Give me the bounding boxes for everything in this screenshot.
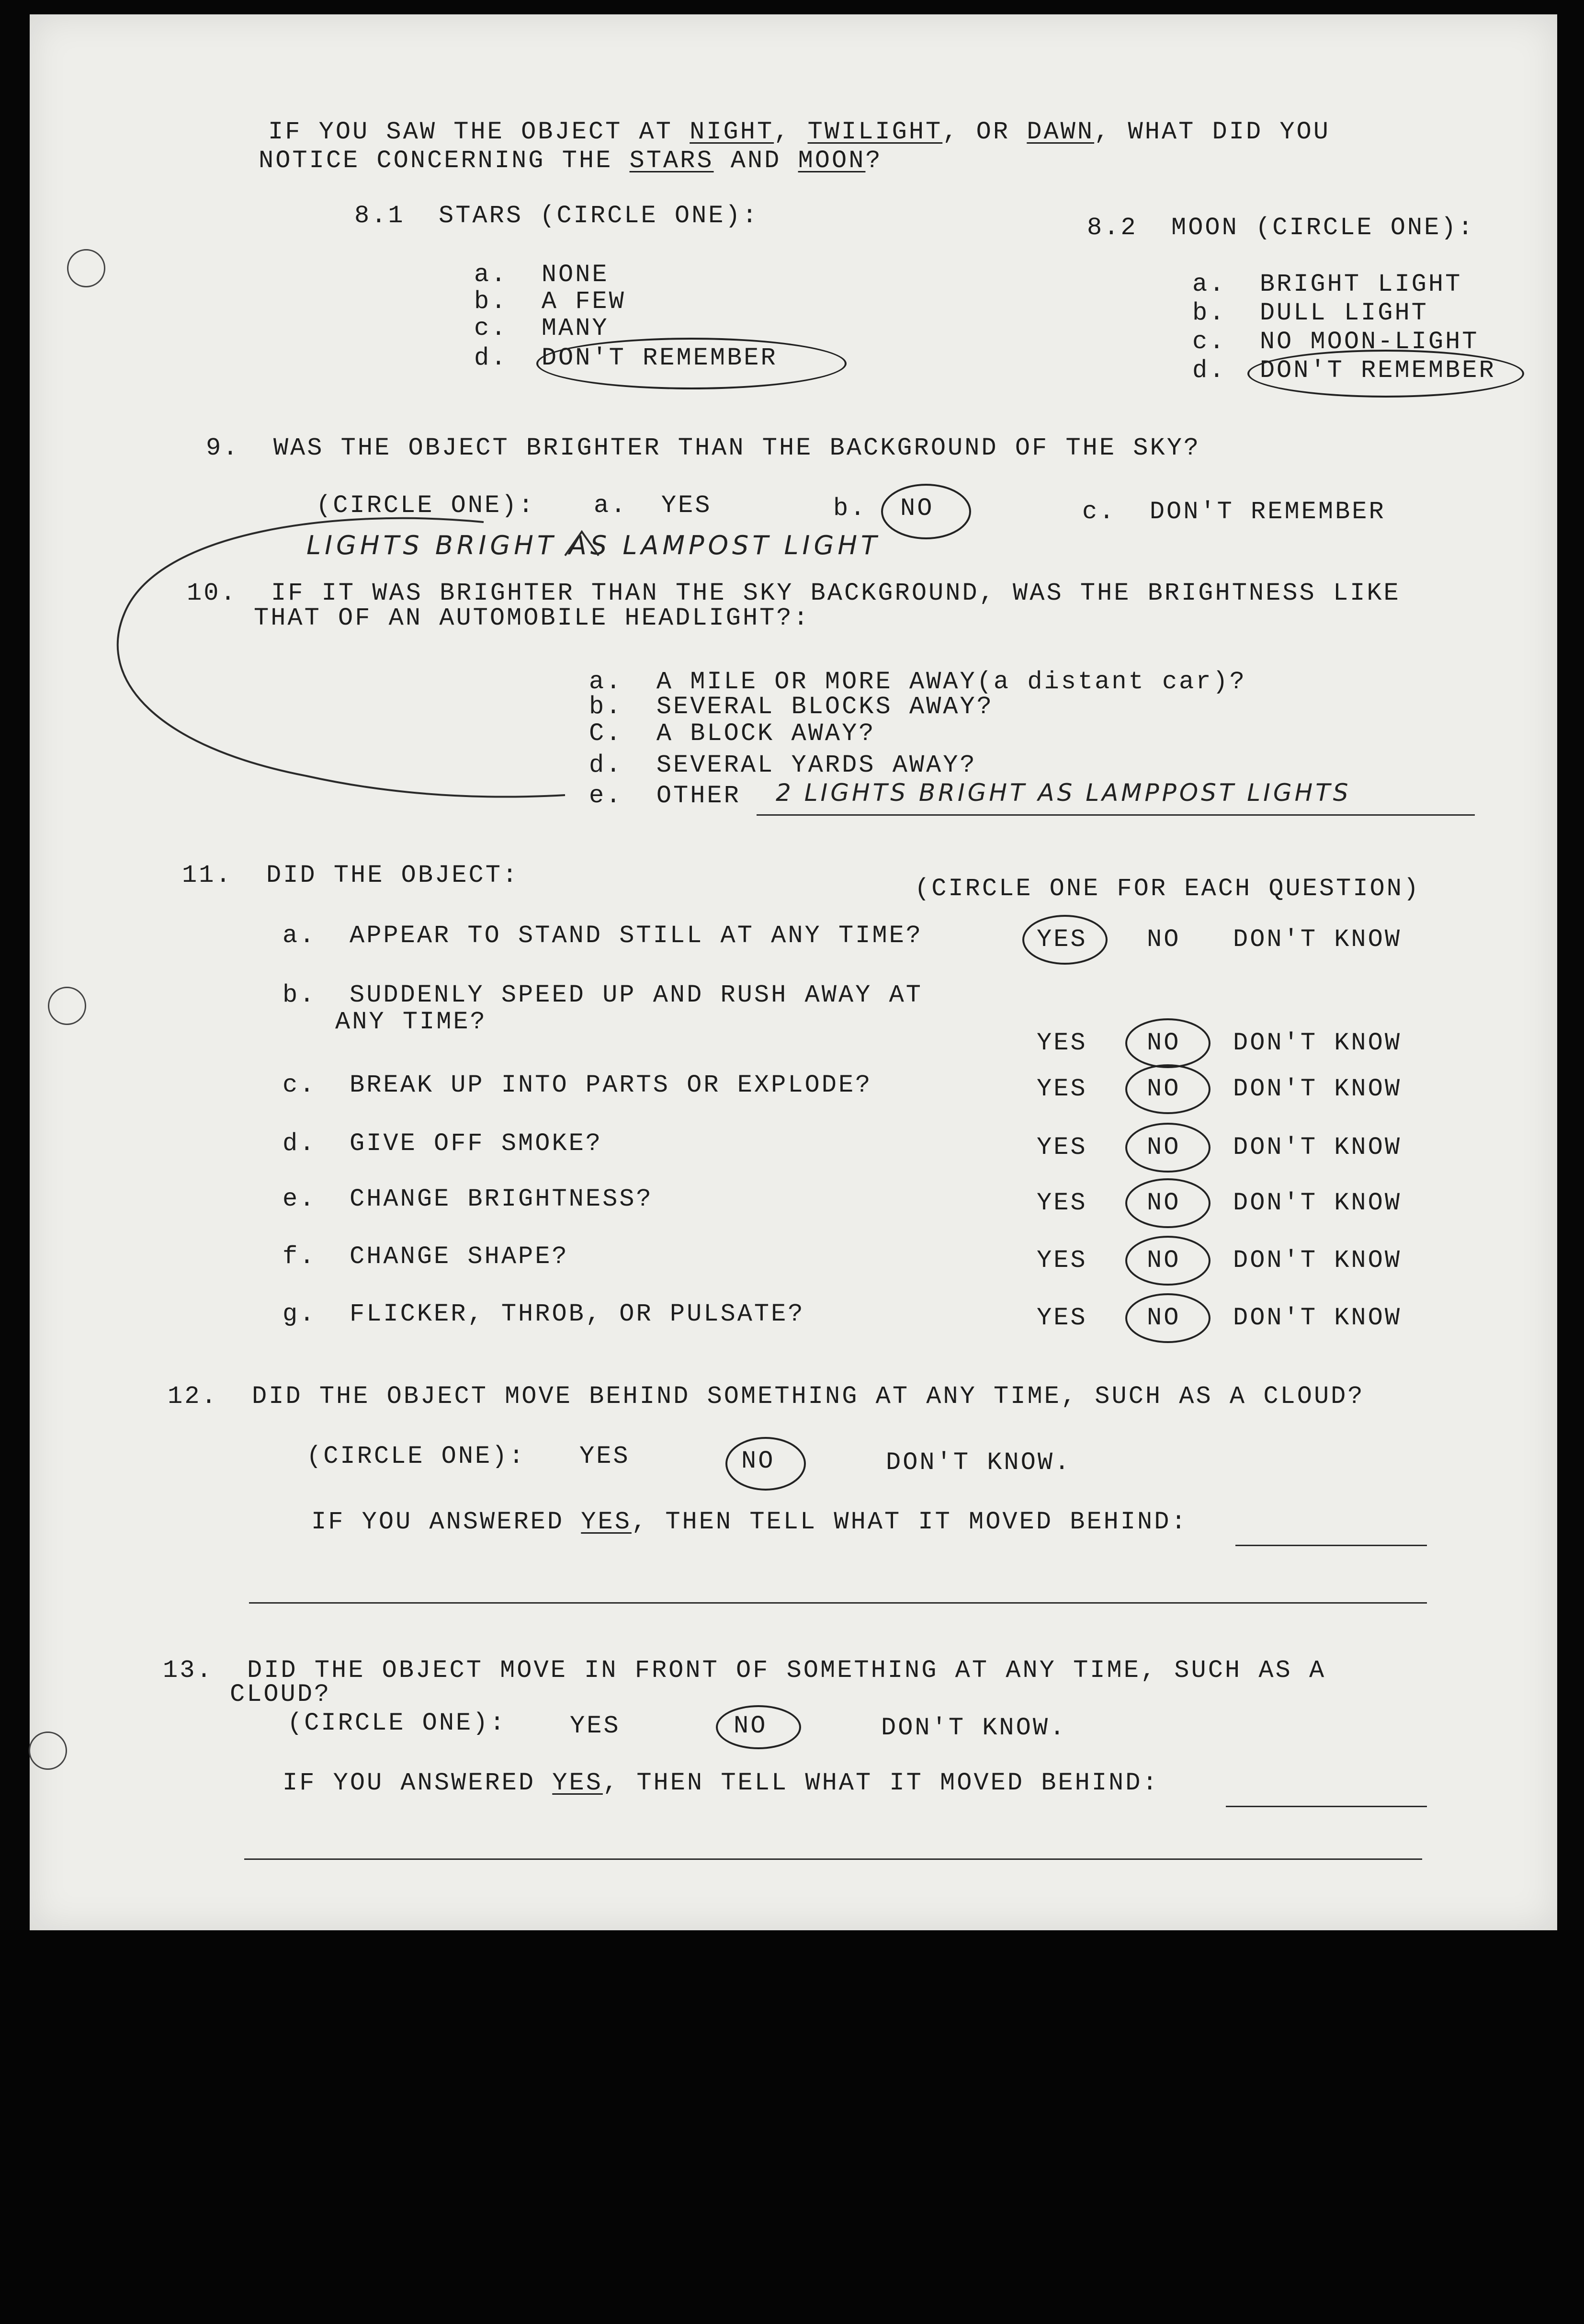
q9-question: 9. WAS THE OBJECT BRIGHTER THAN THE BACKGROUND OF THE SKY?: [206, 434, 1201, 462]
q11-item-e-text: CHANGE BRIGHTNESS?: [350, 1185, 653, 1213]
q10-option-d: d. SEVERAL YARDS AWAY?: [589, 751, 977, 779]
q10-bracket-stroke: [118, 518, 565, 797]
q11-item-d-text: GIVE OFF SMOKE?: [350, 1129, 603, 1158]
q8-sep2: , OR: [942, 118, 1027, 146]
q8-night: NIGHT: [690, 118, 774, 146]
q9-circle-one: (CIRCLE ONE):: [316, 491, 535, 520]
q11-item-e-dont-know: DON'T KNOW: [1233, 1189, 1402, 1217]
q11-item-f-yes: YES: [1037, 1246, 1087, 1275]
q8-moon-option-b: b. DULL LIGHT: [1192, 299, 1428, 327]
q10-option-b: b. SEVERAL BLOCKS AWAY?: [589, 693, 994, 721]
q11-item-a-yes: YES: [1037, 925, 1087, 954]
q12-dont-know: DON'T KNOW.: [886, 1448, 1072, 1477]
q11-item-f-text: CHANGE SHAPE?: [350, 1242, 569, 1271]
q8-stars-option-c: c. MANY: [474, 314, 609, 342]
q12-if-post: , THEN TELL WHAT IT MOVED BEHIND:: [631, 1508, 1188, 1536]
q8-stars-heading: 8.1 STARS (CIRCLE ONE):: [354, 202, 759, 230]
q13-if-pre: IF YOU ANSWERED: [283, 1769, 553, 1797]
q8-dawn: DAWN: [1027, 118, 1095, 146]
q13-if-yes: YES: [552, 1769, 603, 1797]
q11-item-b-dont-know: DON'T KNOW: [1233, 1029, 1402, 1057]
q8-moon-option-a: a. BRIGHT LIGHT: [1192, 270, 1462, 298]
q8-line1-pre: IF YOU SAW THE OBJECT AT: [268, 118, 690, 146]
q9-option-b-letter: b.: [833, 494, 867, 523]
q11-item-b-yes: YES: [1037, 1029, 1087, 1057]
q9-insert-caret: [565, 532, 599, 556]
q10-option-e-answer: 2 LIGHTS BRIGHT AS LAMPPOST LIGHTS: [776, 779, 1351, 807]
q11-item-a-letter: a.: [283, 922, 317, 950]
q11-item-c-dont-know: DON'T KNOW: [1233, 1075, 1402, 1103]
q10-option-a: a. A MILE OR MORE AWAY(a distant car)?: [589, 668, 1246, 696]
q11-item-c-yes: YES: [1037, 1075, 1087, 1103]
q11-item-c-letter: c.: [283, 1071, 317, 1099]
q8-stars-option-a: a. NONE: [474, 261, 609, 289]
q10-line1: 10. IF IT WAS BRIGHTER THAN THE SKY BACKGROUND, WAS THE BRIGHTNESS LIKE: [187, 579, 1401, 607]
q10-option-c: C. A BLOCK AWAY?: [589, 719, 876, 748]
q13-yes: YES: [570, 1712, 621, 1740]
q8-stars-word: STARS: [629, 147, 714, 175]
q11-item-f-no: NO: [1147, 1246, 1181, 1275]
q8-line2-post: ?: [865, 147, 883, 175]
q8-moon-option-d: d. DON'T REMEMBER: [1192, 356, 1496, 385]
q11-item-c-text: BREAK UP INTO PARTS OR EXPLODE?: [350, 1071, 872, 1099]
q8-line2-pre: NOTICE CONCERNING THE: [259, 147, 630, 175]
q8-moon-heading: 8.2 MOON (CIRCLE ONE):: [1087, 214, 1475, 242]
q11-item-g-text: FLICKER, THROB, OR PULSATE?: [350, 1300, 805, 1328]
q11-item-d-dont-know: DON'T KNOW: [1233, 1133, 1402, 1162]
q8-moon-word: MOON: [798, 147, 866, 175]
q11-item-c-no: NO: [1147, 1075, 1181, 1103]
q8-stars-option-d: d. DON'T REMEMBER: [474, 344, 778, 372]
q12-yes: YES: [579, 1442, 630, 1470]
q11-item-a-no: NO: [1147, 925, 1181, 954]
q9-option-b: NO: [900, 494, 934, 523]
q11-item-g-yes: YES: [1037, 1304, 1087, 1332]
q12-if-yes: YES: [581, 1508, 632, 1536]
q9-option-a: a. YES: [594, 491, 712, 520]
q13-question-line2: CLOUD?: [230, 1680, 331, 1709]
q11-item-g-no: NO: [1147, 1304, 1181, 1332]
q13-circle-one: (CIRCLE ONE):: [287, 1709, 507, 1737]
q11-item-e-no: NO: [1147, 1189, 1181, 1217]
q11-item-g-letter: g.: [283, 1300, 317, 1328]
q12-question: 12. DID THE OBJECT MOVE BEHIND SOMETHING AT ANY TIME, SUCH AS A CLOUD?: [168, 1382, 1365, 1411]
q13-no: NO: [734, 1712, 768, 1740]
q8-stars-option-b: b. A FEW: [474, 287, 626, 316]
q12-no: NO: [741, 1447, 775, 1475]
q13-dont-know: DON'T KNOW.: [881, 1714, 1067, 1742]
q8-twilight: TWILIGHT: [807, 118, 943, 146]
q12-circle-one: (CIRCLE ONE):: [306, 1442, 526, 1470]
q9-option-c: c. DON'T REMEMBER: [1082, 498, 1386, 526]
q8-line1-post: , WHAT DID YOU: [1094, 118, 1330, 146]
q11-item-d-no: NO: [1147, 1133, 1181, 1162]
q11-item-a-text: APPEAR TO STAND STILL AT ANY TIME?: [350, 922, 923, 950]
q11-item-a-dont-know: DON'T KNOW: [1233, 925, 1402, 954]
q11-instruction: (CIRCLE ONE FOR EACH QUESTION): [915, 875, 1421, 903]
q11-item-b-text-cont: ANY TIME?: [335, 1008, 487, 1036]
q8-sep1: ,: [774, 118, 808, 146]
q13-question-line1: 13. DID THE OBJECT MOVE IN FRONT OF SOMETHING AT ANY TIME, SUCH AS A: [163, 1656, 1326, 1685]
q11-heading: 11. DID THE OBJECT:: [182, 861, 520, 889]
q11-item-f-dont-know: DON'T KNOW: [1233, 1246, 1402, 1275]
q12-if-pre: IF YOU ANSWERED: [311, 1508, 581, 1536]
q8-and-word: AND: [713, 147, 798, 175]
q10-line2: THAT OF AN AUTOMOBILE HEADLIGHT?:: [254, 604, 810, 632]
q11-item-g-dont-know: DON'T KNOW: [1233, 1304, 1402, 1332]
q11-item-f-letter: f.: [283, 1242, 317, 1271]
q9-handwritten-note: LIGHTS BRIGHT AS LAMPOST LIGHT: [306, 530, 881, 560]
q10-option-e: e. OTHER: [589, 782, 741, 810]
q11-item-d-letter: d.: [283, 1129, 317, 1158]
q8-moon-option-c: c. NO MOON-LIGHT: [1192, 328, 1479, 356]
q13-if-post: , THEN TELL WHAT IT MOVED BEHIND:: [602, 1769, 1159, 1797]
q11-item-b-letter: b.: [283, 981, 317, 1009]
q11-item-d-yes: YES: [1037, 1133, 1087, 1162]
q11-item-b-text: SUDDENLY SPEED UP AND RUSH AWAY AT: [350, 981, 923, 1009]
q11-item-b-no: NO: [1147, 1029, 1181, 1057]
q11-item-e-letter: e.: [283, 1185, 317, 1213]
q11-item-e-yes: YES: [1037, 1189, 1087, 1217]
